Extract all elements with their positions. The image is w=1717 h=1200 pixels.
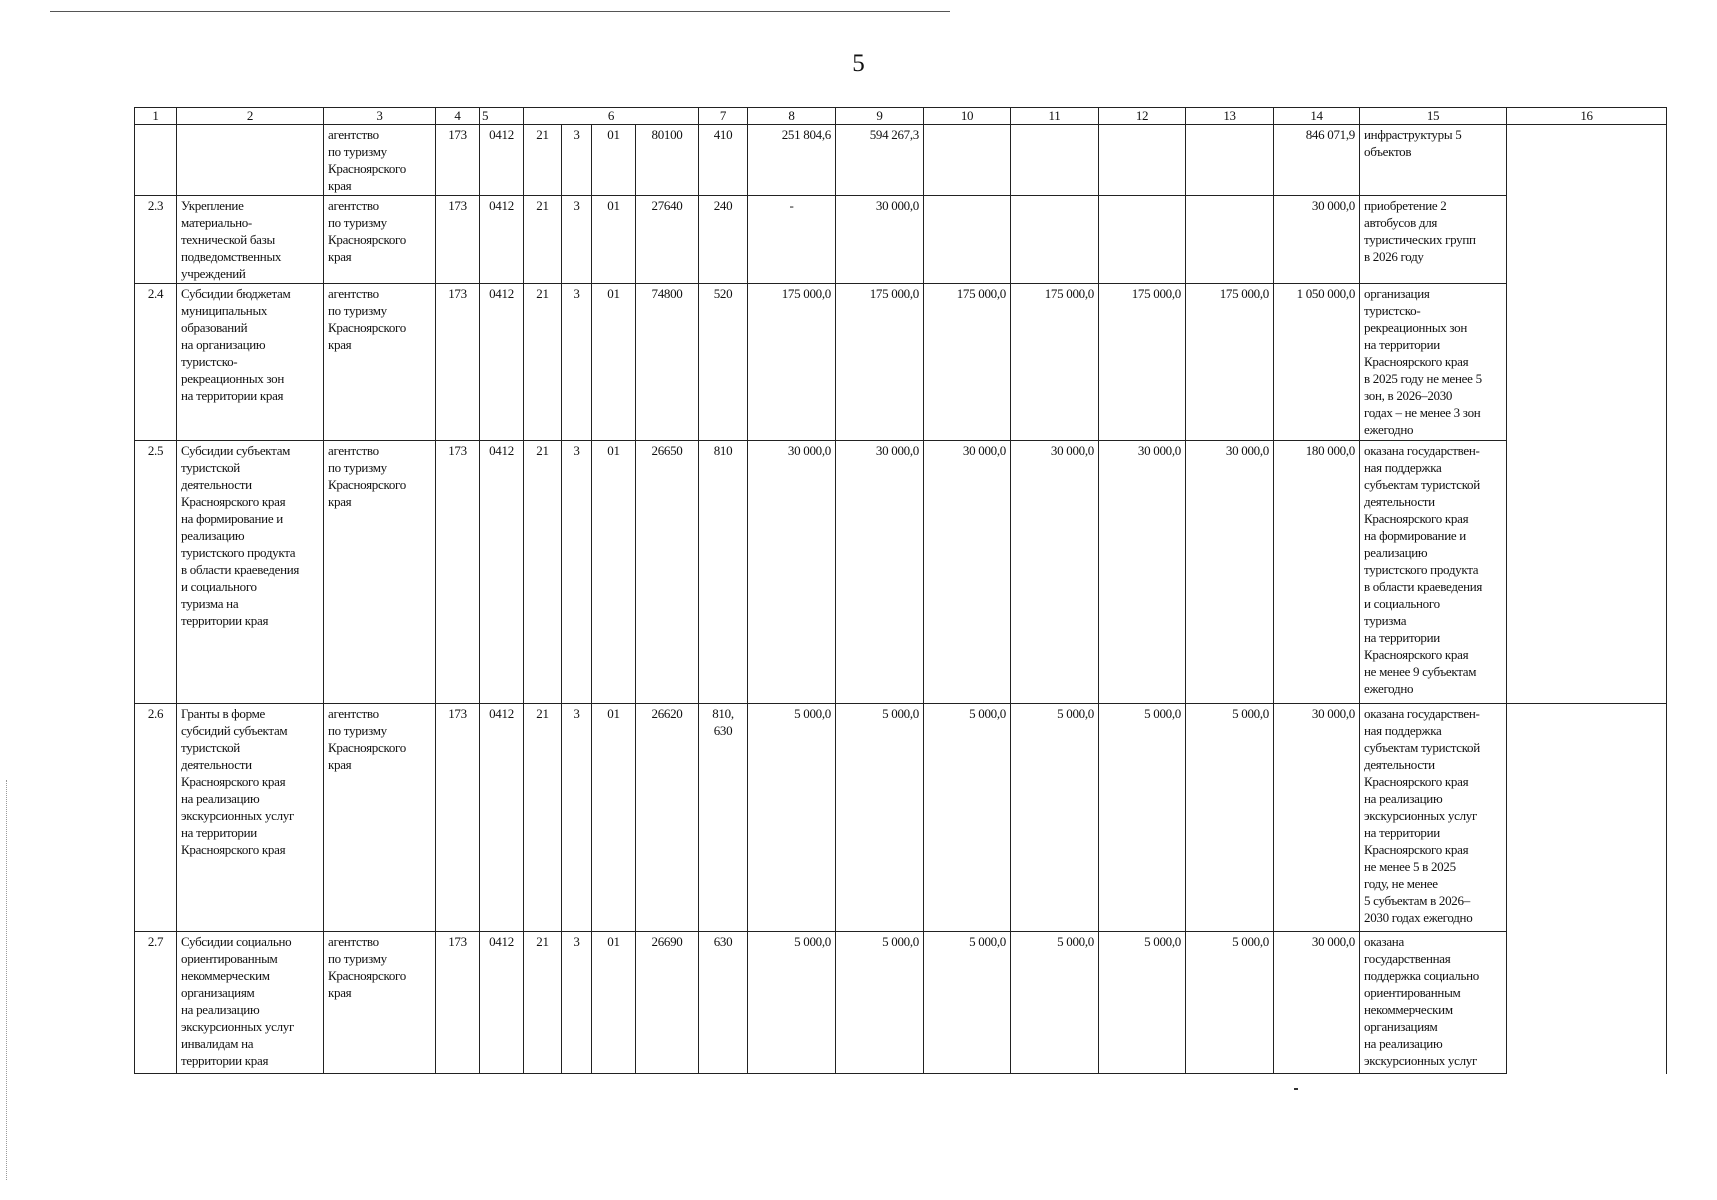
cell-c14: 30 000,0 xyxy=(1274,932,1360,1074)
cell-c9: 5 000,0 xyxy=(836,704,924,932)
cell-c4: 173 xyxy=(436,704,480,932)
cell-c6a: 21 xyxy=(524,704,562,932)
cell-c13: 5 000,0 xyxy=(1186,704,1274,932)
cell-c6b: 3 xyxy=(562,125,592,196)
cell-c12: 175 000,0 xyxy=(1099,284,1186,441)
page-number: 5 xyxy=(852,50,865,77)
header-cell: 1 xyxy=(135,108,177,125)
cell-c13: 5 000,0 xyxy=(1186,932,1274,1074)
cell-c13 xyxy=(1186,125,1274,196)
cell-c7: 630 xyxy=(699,932,748,1074)
cell-c6a: 21 xyxy=(524,932,562,1074)
table-row xyxy=(135,704,1667,932)
row-number: 2.4 xyxy=(135,284,177,441)
cell-c9: 175 000,0 xyxy=(836,284,924,441)
cell-c14: 30 000,0 xyxy=(1274,196,1360,284)
row-name: Гранты в форме субсидий субъектам туристской деятельности Красноярского края на реализацию экскурсионных услуг на территории Красноярского края xyxy=(177,704,324,932)
cell-c11 xyxy=(1011,125,1099,196)
cell-c10: 5 000,0 xyxy=(924,932,1011,1074)
cell-c9: 30 000,0 xyxy=(836,196,924,284)
header-cell: 2 xyxy=(177,108,324,125)
header-cell: 16 xyxy=(1507,108,1667,125)
cell-c5: 0412 xyxy=(480,441,524,704)
row-name: Субсидии субъектам туристской деятельности Красноярского края на формирование и реализацию туристского продукта в области краеведения и социального туризма на территории края xyxy=(177,441,324,704)
cell-c6b: 3 xyxy=(562,932,592,1074)
row-number: 2.7 xyxy=(135,932,177,1074)
scan-speck xyxy=(1294,1088,1298,1090)
cell-c6a: 21 xyxy=(524,284,562,441)
row-number: 2.3 xyxy=(135,196,177,284)
cell-c13: 175 000,0 xyxy=(1186,284,1274,441)
cell-c4: 173 xyxy=(436,441,480,704)
cell-c15: оказана государствен- ная поддержка субъектам туристской деятельности Красноярского края на формирование и реализацию туристского продукта в области краеведения и социального туризма на территории Красноярского края не менее 9 субъектам ежегодно xyxy=(1360,441,1507,704)
cell-c16-empty xyxy=(1507,125,1667,704)
row-name: Укрепление материально- технической базы подведомственных учреждений xyxy=(177,196,324,284)
row-number: 2.5 xyxy=(135,441,177,704)
row-name: Субсидии бюджетам муниципальных образований на организацию туристско- рекреационных зон на территории края xyxy=(177,284,324,441)
cell-c12 xyxy=(1099,125,1186,196)
row-agency: агентство по туризму Красноярского края xyxy=(324,704,436,932)
cell-c4: 173 xyxy=(436,284,480,441)
header-cell: 5 xyxy=(480,108,524,125)
cell-c5: 0412 xyxy=(480,932,524,1074)
cell-c15: организация туристско- рекреационных зон на территории Красноярского края в 2025 году не менее 5 зон, в 2026–2030 годах – не менее 3 зон ежегодно xyxy=(1360,284,1507,441)
cell-c13 xyxy=(1186,196,1274,284)
cell-c7: 520 xyxy=(699,284,748,441)
cell-c11: 5 000,0 xyxy=(1011,932,1099,1074)
cell-c13: 30 000,0 xyxy=(1186,441,1274,704)
cell-c8: 5 000,0 xyxy=(748,932,836,1074)
header-cell: 3 xyxy=(324,108,436,125)
table-row xyxy=(135,284,1667,441)
cell-c14: 180 000,0 xyxy=(1274,441,1360,704)
cell-c10: 30 000,0 xyxy=(924,441,1011,704)
cell-c6c: 01 xyxy=(592,196,636,284)
row-number xyxy=(135,125,177,196)
cell-c14: 30 000,0 xyxy=(1274,704,1360,932)
cell-c7: 810 xyxy=(699,441,748,704)
cell-c14: 846 071,9 xyxy=(1274,125,1360,196)
cell-c8: 251 804,6 xyxy=(748,125,836,196)
cell-c6d: 80100 xyxy=(636,125,699,196)
cell-c7: 810, 630 xyxy=(699,704,748,932)
cell-c8: - xyxy=(748,196,836,284)
row-agency: агентство по туризму Красноярского края xyxy=(324,284,436,441)
cell-c9: 5 000,0 xyxy=(836,932,924,1074)
cell-c6b: 3 xyxy=(562,704,592,932)
row-agency: агентство по туризму Красноярского края xyxy=(324,196,436,284)
cell-c10: 175 000,0 xyxy=(924,284,1011,441)
cell-c8: 30 000,0 xyxy=(748,441,836,704)
cell-c12 xyxy=(1099,196,1186,284)
cell-c5: 0412 xyxy=(480,284,524,441)
cell-c12: 5 000,0 xyxy=(1099,932,1186,1074)
table-row xyxy=(135,125,1667,196)
cell-c9: 30 000,0 xyxy=(836,441,924,704)
cell-c6b: 3 xyxy=(562,441,592,704)
cell-c6d: 26620 xyxy=(636,704,699,932)
budget-table xyxy=(134,107,1667,1074)
table-row xyxy=(135,196,1667,284)
cell-c6d: 26650 xyxy=(636,441,699,704)
cell-c7: 240 xyxy=(699,196,748,284)
row-number: 2.6 xyxy=(135,704,177,932)
header-cell: 4 xyxy=(436,108,480,125)
cell-c12: 5 000,0 xyxy=(1099,704,1186,932)
cell-c15: оказана государствен- ная поддержка субъектам туристской деятельности Красноярского края на реализацию экскурсионных услуг на территории Красноярского края не менее 5 в 2025 году, не менее 5 субъектам в 2026– 2030 годах ежегодно xyxy=(1360,704,1507,932)
cell-c8: 5 000,0 xyxy=(748,704,836,932)
header-cell: 15 xyxy=(1360,108,1507,125)
cell-c5: 0412 xyxy=(480,125,524,196)
cell-c6c: 01 xyxy=(592,441,636,704)
cell-c6c: 01 xyxy=(592,125,636,196)
cell-c6a: 21 xyxy=(524,125,562,196)
cell-c11 xyxy=(1011,196,1099,284)
top-rule xyxy=(50,11,950,12)
cell-c6d: 26690 xyxy=(636,932,699,1074)
header-cell: 13 xyxy=(1186,108,1274,125)
cell-c11: 175 000,0 xyxy=(1011,284,1099,441)
header-cell: 11 xyxy=(1011,108,1099,125)
cell-c6c: 01 xyxy=(592,704,636,932)
table-row xyxy=(135,932,1667,1074)
header-cell: 10 xyxy=(924,108,1011,125)
row-name xyxy=(177,125,324,196)
cell-c6b: 3 xyxy=(562,196,592,284)
header-cell: 7 xyxy=(699,108,748,125)
cell-c5: 0412 xyxy=(480,196,524,284)
cell-c15: приобретение 2 автобусов для туристических групп в 2026 году xyxy=(1360,196,1507,284)
header-row xyxy=(135,108,1667,125)
header-cell: 12 xyxy=(1099,108,1186,125)
cell-c15: оказана государственная поддержка социально ориентированным некоммерческим организациям на реализацию экскурсионных услуг xyxy=(1360,932,1507,1074)
cell-c9: 594 267,3 xyxy=(836,125,924,196)
cell-c12: 30 000,0 xyxy=(1099,441,1186,704)
cell-c6a: 21 xyxy=(524,441,562,704)
cell-c10: 5 000,0 xyxy=(924,704,1011,932)
scan-edge-marks xyxy=(6,780,9,1180)
header-cell: 8 xyxy=(748,108,836,125)
cell-c11: 30 000,0 xyxy=(1011,441,1099,704)
cell-c6d: 27640 xyxy=(636,196,699,284)
cell-c15: инфраструктуры 5 объектов xyxy=(1360,125,1507,196)
row-agency: агентство по туризму Красноярского края xyxy=(324,125,436,196)
header-cell: 14 xyxy=(1274,108,1360,125)
cell-c6c: 01 xyxy=(592,284,636,441)
cell-c4: 173 xyxy=(436,125,480,196)
cell-c10 xyxy=(924,125,1011,196)
cell-c6b: 3 xyxy=(562,284,592,441)
row-agency: агентство по туризму Красноярского края xyxy=(324,932,436,1074)
cell-c8: 175 000,0 xyxy=(748,284,836,441)
cell-c4: 173 xyxy=(436,196,480,284)
cell-c5: 0412 xyxy=(480,704,524,932)
cell-c4: 173 xyxy=(436,932,480,1074)
cell-c6c: 01 xyxy=(592,932,636,1074)
cell-c6d: 74800 xyxy=(636,284,699,441)
cell-c11: 5 000,0 xyxy=(1011,704,1099,932)
header-cell: 6 xyxy=(524,108,699,125)
row-agency: агентство по туризму Красноярского края xyxy=(324,441,436,704)
cell-c14: 1 050 000,0 xyxy=(1274,284,1360,441)
cell-c7: 410 xyxy=(699,125,748,196)
cell-c10 xyxy=(924,196,1011,284)
header-cell: 9 xyxy=(836,108,924,125)
cell-c6a: 21 xyxy=(524,196,562,284)
table-row xyxy=(135,441,1667,704)
row-name: Субсидии социально ориентированным некоммерческим организациям на реализацию экскурсионных услуг инвалидам на территории края xyxy=(177,932,324,1074)
